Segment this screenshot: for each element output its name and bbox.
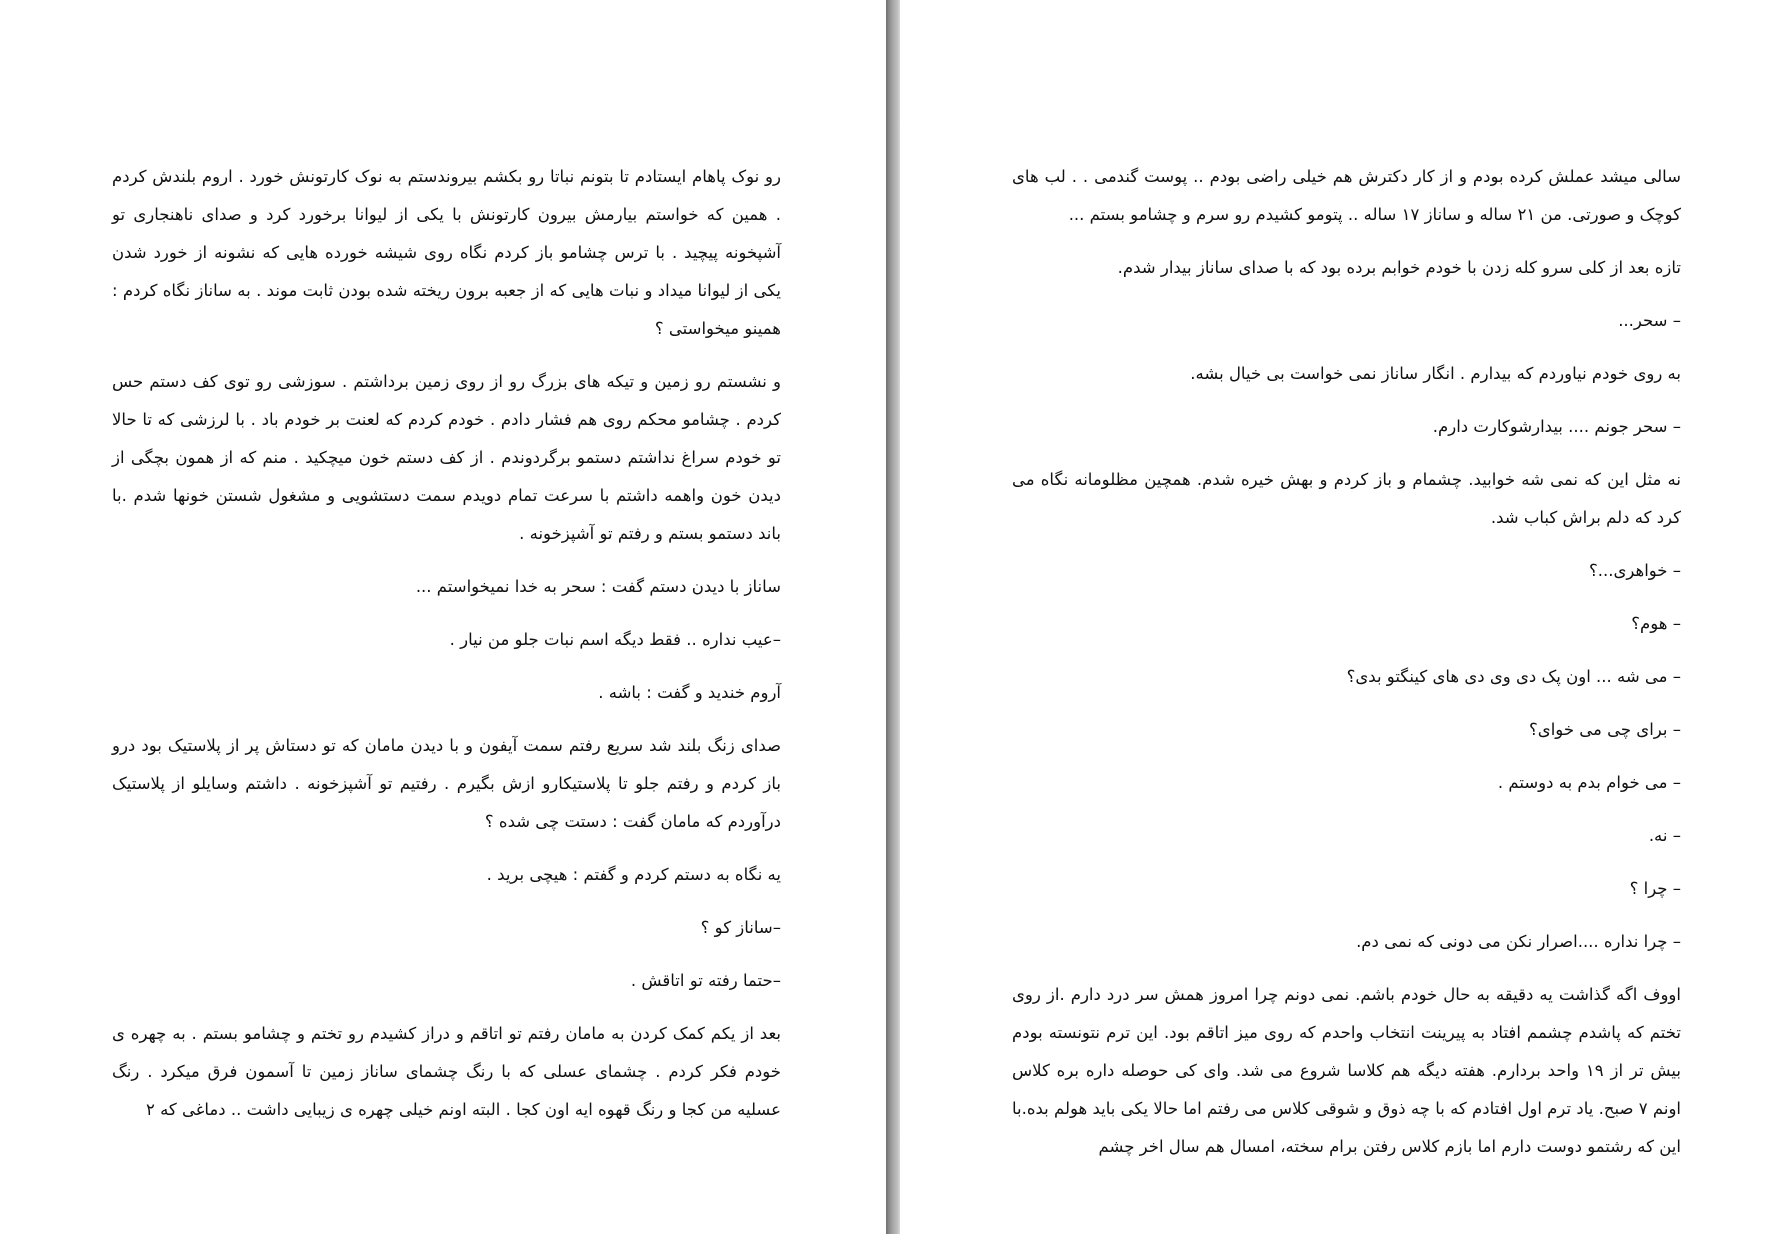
paragraph: رو نوک پاهام ایستادم تا بتونم نباتا رو بکشم بیروندستم به نوک کارتونش خورد . اروم بلندش کردم . همین که خواستم بیارمش بیرون کارتونش با یکی از لیوانا برخورد کرد و صدای ناهنجاری تو آشپخونه پیچید . با ترس چشامو باز کردم نگاه روی شیشه خورده هایی که نشونه از خورد شدن یکی از لیوانا میداد و نبات هایی که از جعبه برون ریخته شده بودن ثابت موند . به ساناز نگاه کردم : همینو میخواستی ؟ <box>112 167 781 338</box>
right-page-text <box>1012 158 1681 1181</box>
paragraph: صدای زنگ بلند شد سریع رفتم سمت آیفون و با دیدن مامان که تو دستاش پر از پلاستیک بود درو باز کردم و رفتم جلو تا پلاستیکارو ازش بگیرم . رفتیم تو آشپزخونه . داشتم وسایلو از پلاستیک درآوردم که مامان گفت : دستت چی شده ؟ <box>112 736 781 831</box>
paragraph: سالی میشد عملش کرده بودم و از کار دکترش هم خیلی راضی بودم .. پوست گندمی . . لب های کوچک و صورتی. من ۲۱ ساله و ساناز ۱۷ ساله .. پتومو کشیدم رو سرم و چشامو بستم ... <box>1012 167 1681 224</box>
dialog-line: – می خوام بدم به دوستم . <box>1497 773 1681 792</box>
dialog-line: – سحر... <box>1618 311 1681 330</box>
dialog-line: –عیب نداره .. فقط دیگه اسم نبات جلو من نیار . <box>449 630 781 649</box>
dialog-line: – برای چی می خوای؟ <box>1529 720 1681 739</box>
left-page-text <box>112 158 781 1144</box>
dialog-line: – سحر جونم .... بیدارشوکارت دارم. <box>1432 417 1681 436</box>
paragraph: بعد از یکم کمک کردن به مامان رفتم تو اتاقم و دراز کشیدم رو تختم و چشامو بستم . به چهره ی خودم فکر کردم . چشمای عسلی که با رنگ چشمای ساناز زمین تا آسمون فرق میکرد . رنگ عسلیه من کجا و رنگ قهوه ایه اون کجا . البته اونم خیلی چهره ی زیبایی داشت .. دماغی که ۲ <box>112 1024 781 1119</box>
dialog-line: – چرا ؟ <box>1629 879 1681 898</box>
dialog-line: یه نگاه به دستم کردم و گفتم : هیچی برید . <box>486 865 781 884</box>
page-gutter <box>886 0 900 1234</box>
paragraph: و نشستم رو زمین و تیکه های بزرگ رو از روی زمین برداشتم . سوزشی رو توی کف دستم حس کردم . چشامو محکم روی هم فشار دادم . خودم کردم که لعنت بر خودم باد . با لرزشی که تا حالا تو خودم سراغ نداشتم دستمو برگردوندم . از کف دستم خون میچکید . منم که از همون بچگی از دیدن خون واهمه داشتم با سرعت تمام دویدم سمت دستشویی و مشغول شستن خونها شدم .با باند دستمو بستم و رفتم تو آشپزخونه . <box>112 372 781 543</box>
paragraph: نه مثل این که نمی شه خوابید. چشمام و باز کردم و بهش خیره شدم. همچین مظلومانه نگاه می کرد که دلم براش کباب شد. <box>1012 470 1681 527</box>
paragraph: اووف اگه گذاشت یه دقیقه به حال خودم باشم. نمی دونم چرا امروز همش سر درد دارم .از روی تختم که پاشدم چشمم افتاد به پیرینت انتخاب واحدم که روی میز اتاقم بود. این ترم نتونسته بودم بیش تر از ۱۹ واحد بردارم. هفته دیگه هم کلاسا شروع می شد. وای کی حوصله داره بره کلاس اونم ۷ صبح. یاد ترم اول افتادم که با چه ذوق و شوقی کلاس می رفتم اما حالا یکی باید هولم بده.با این که رشتمو دوست دارم اما بازم کلاس رفتن برام سخته، امسال هم سال اخر چشم <box>1012 985 1681 1156</box>
paragraph: به روی خودم نیاوردم که بیدارم . انگار ساناز نمی خواست بی خیال بشه. <box>1190 364 1681 383</box>
dialog-line: –حتما رفته تو اتاقش . <box>630 971 781 990</box>
dialog-line: آروم خندید و گفت : باشه . <box>598 683 781 702</box>
left-page <box>0 0 886 1234</box>
dialog-line: –ساناز کو ؟ <box>700 918 781 937</box>
dialog-line: – خواهری...؟ <box>1588 561 1681 580</box>
dialog-line: – هوم؟ <box>1631 614 1681 633</box>
dialog-line: – چرا نداره ....اصرار نکن می دونی که نمی دم. <box>1356 932 1681 951</box>
dialog-line: – نه. <box>1648 826 1681 845</box>
dialog-line: – می شه ... اون پک دی وی دی های کینگتو بدی؟ <box>1346 667 1681 686</box>
paragraph: تازه بعد از کلی سرو کله زدن با خودم خوابم برده بود که با صدای ساناز بیدار شدم. <box>1117 258 1681 277</box>
dialog-line: ساناز با دیدن دستم گفت : سحر به خدا نمیخواستم ... <box>415 577 781 596</box>
right-page <box>900 0 1789 1234</box>
